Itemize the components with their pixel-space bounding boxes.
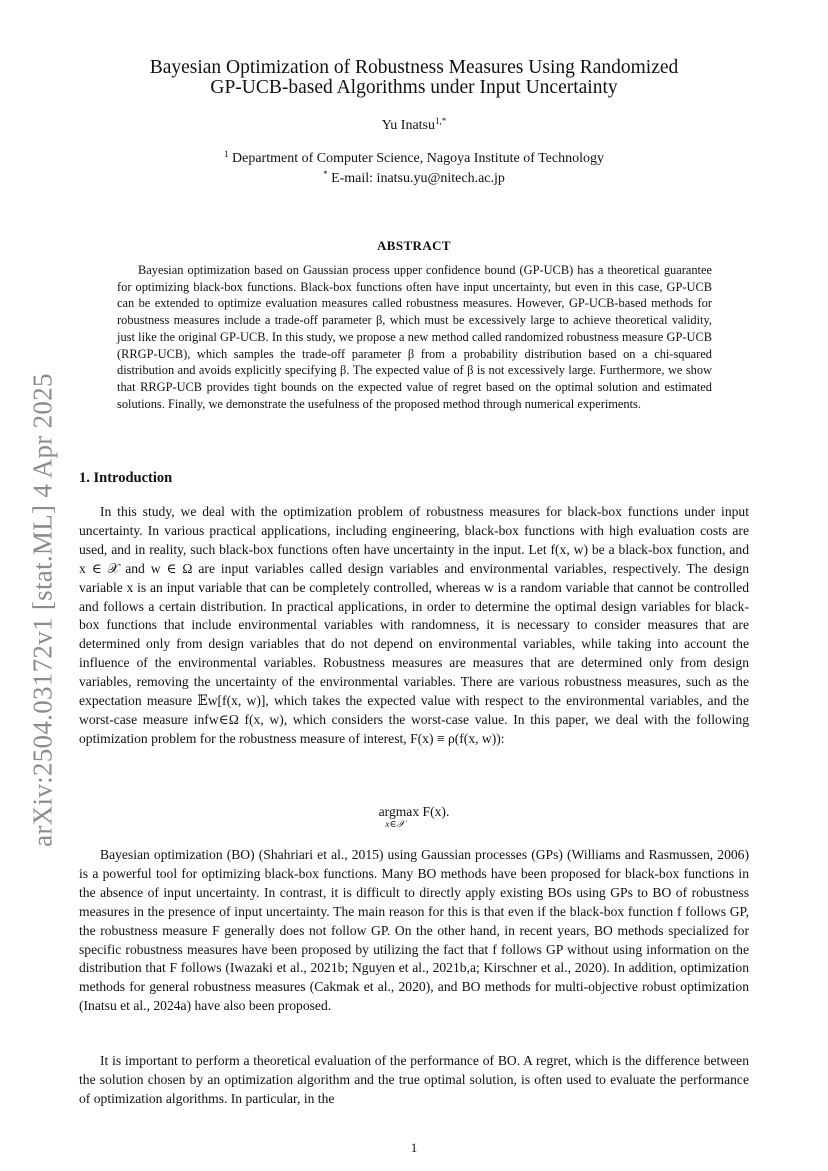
- email-text: E-mail: inatsu.yu@nitech.ac.jp: [331, 171, 505, 186]
- affiliation-line: [0, 149, 828, 169]
- intro-paragraph-3: It is important to perform a theoretical evaluation of the performance of BO. A regret, which is the difference between the solution chosen by an optimization algorithm and the true optimal solution, is often used to evaluate the performance of optimization algorithms. In particular, in the: [79, 1053, 749, 1106]
- email-mark: *: [323, 169, 328, 179]
- affiliation-block: [0, 149, 828, 189]
- intro-paragraph-2: Bayesian optimization (BO) (Shahriari et al., 2015) using Gaussian processes (GPs) (Williams and Rasmussen, 2006) is a powerful tool for optimizing black-box functions. Many BO methods have been proposed for black-box functions in the absence of input uncertainty. In contrast, it is difficult to directly apply existing BOs using GPs to BO of robustness measures in the presence of input uncertainty. The main reason for this is that even if the black-box function f follows GP, the robustness measure F generally does not follow GP. On the other hand, in recent years, BO methods specialized for specific robustness measures have been proposed by utilizing the fact that f follows GP without using information on the distribution that F follows (Iwazaki et al., 2021b; Nguyen et al., 2021b,a; Kirschner et al., 2020). In addition, optimization methods for general robustness measures (Cakmak et al., 2020), and BO methods for multi-objective robust optimization (Inatsu et al., 2024a) have also been proposed.: [79, 847, 749, 1014]
- optimization-equation: [0, 804, 828, 830]
- author-name: Yu Inatsu: [381, 118, 436, 133]
- equation-main: argmax F(x).: [378, 804, 450, 819]
- arxiv-identifier-text: arXiv:2504.03172v1 [stat.ML] 4 Apr 2025: [27, 373, 58, 847]
- author: [0, 118, 828, 134]
- author-marks: 1,*: [435, 116, 447, 126]
- title-line-1: Bayesian Optimization of Robustness Measures Using Randomized: [149, 57, 679, 78]
- arxiv-identifier: [14, 365, 72, 855]
- title-line-2: GP-UCB-based Algorithms under Input Uncertainty: [210, 77, 618, 98]
- email-line: [0, 169, 828, 189]
- abstract-heading: ABSTRACT: [377, 238, 451, 253]
- paper-title: [0, 58, 828, 98]
- page-number: 1: [410, 1140, 418, 1155]
- equation-subscript: x∈𝒳: [385, 820, 405, 830]
- affiliation-text: Department of Computer Science, Nagoya Institute of Technology: [232, 151, 604, 166]
- abstract-body: Bayesian optimization based on Gaussian process upper confidence bound (GP-UCB) has a theoretical guarantee for optimizing black-box functions. Black-box functions often have input uncertainty, but even in this case, GP-UCB can be extended to optimize evaluation measures called robustness measures. However, GP-UCB-based methods for robustness measures include a trade-off parameter β, which must be excessively large to achieve theoretical validity, just like the original GP-UCB. In this study, we propose a new method called randomized robustness measure GP-UCB (RRGP-UCB), which samples the trade-off parameter β from a probability distribution based on a chi-squared distribution and avoids explicitly specifying β. The expected value of β is not excessively large. Furthermore, we show that RRGP-UCB provides tight bounds on the expected value of regret based on the optimal solution and estimated solutions. Finally, we demonstrate the usefulness of the proposed method through numerical experiments.: [117, 263, 712, 411]
- affiliation-mark: 1: [224, 149, 229, 159]
- intro-paragraph-1: In this study, we deal with the optimization problem of robustness measures for black-box functions under input uncertainty. In various practical applications, including engineering, black-box functions with high evaluation costs are used, and in reality, such black-box functions often have uncertainty in the input. Let f(x, w) be a black-box function, and x ∈ 𝒳 and w ∈ Ω are input variables called design variables and environmental variables, respectively. The design variable x is an input variable that can be completely controlled, whereas w is a random variable that cannot be controlled and follows a certain distribution. In practical applications, in order to determine the optimal design variables for black-box functions that include environmental variables with randomness, it is necessary to consider measures that are determined only from design variables that do not depend on environmental variables, while taking into account the influence of the environmental variables. Robustness measures are measures that are determined only from design variables, removing the uncertainty of the environmental variables. There are various robustness measures, such as the expectation measure 𝔼w[f(x, w)], which takes the expected value with respect to the environmental variables, and the worst-case measure infw∈Ω f(x, w), which considers the worst-case value. In this paper, we deal with the following optimization problem for the robustness measure of interest, F(x) ≡ ρ(f(x, w)):: [79, 504, 749, 746]
- section-heading: 1. Introduction: [79, 470, 173, 486]
